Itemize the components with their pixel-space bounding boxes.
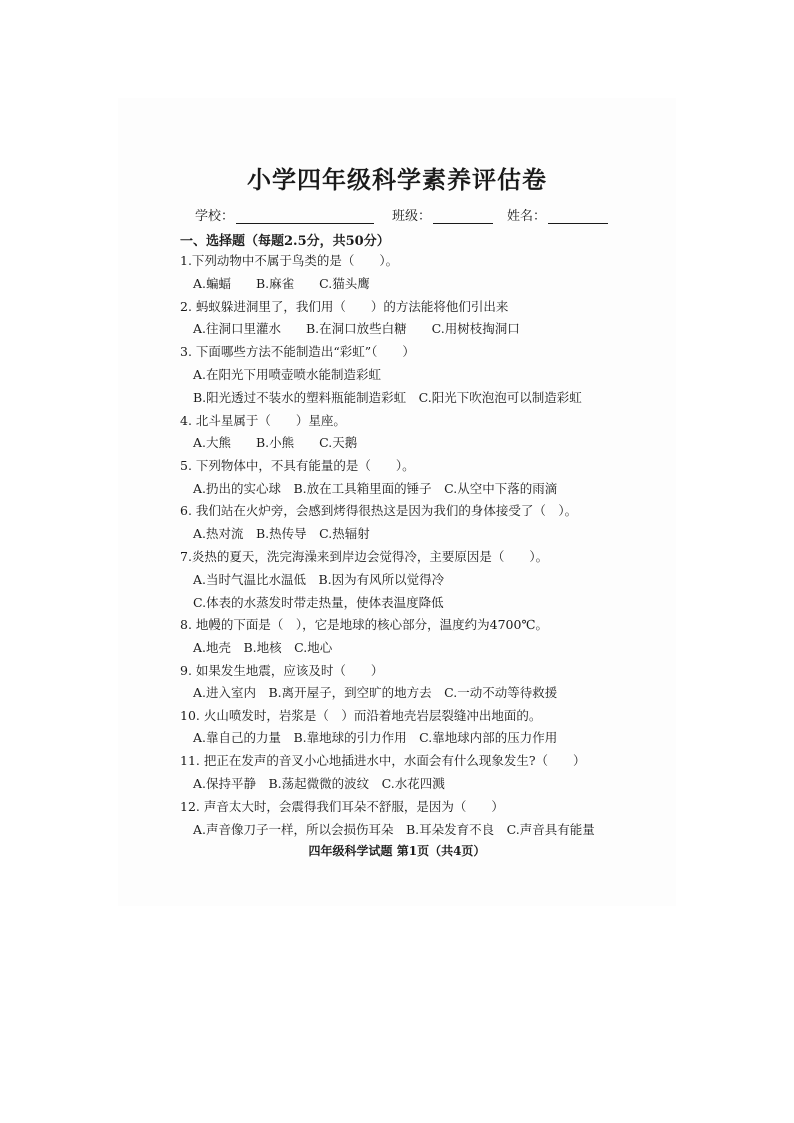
question-3-options-bc: B.阳光透过不装水的塑料瓶能制造彩虹 C.阳光下吹泡泡可以制造彩虹 [193, 390, 582, 405]
question-7: 7.炎热的夏天，洗完海澡来到岸边会觉得冷，主要原因是（ ）。 [180, 549, 549, 564]
page-footer: 四年级科学试题 第1页（共4页） [308, 844, 486, 858]
question-1: 1.下列动物中不属于鸟类的是（ ）。 [180, 253, 399, 268]
question-11: 11. 把正在发声的音叉小心地插进水中，水面会有什么现象发生?（ ） [180, 753, 586, 768]
question-9-options: A.进入室内 B.离开屋子，到空旷的地方去 C.一动不动等待救援 [193, 685, 558, 700]
student-info-row [195, 205, 608, 224]
question-2: 2. 蚂蚁躲进洞里了，我们用（ ）的方法能将他们引出来 [180, 299, 509, 314]
name-blank[interactable] [548, 211, 608, 224]
question-11-options: A.保持平静 B.荡起微微的波纹 C.水花四溅 [193, 776, 445, 791]
question-8: 8. 地幔的下面是（ ），它是地球的核心部分，温度约为4700℃。 [180, 617, 548, 632]
question-12: 12. 声音太大时，会震得我们耳朵不舒服，是因为（ ） [180, 799, 504, 814]
question-3-options-a: A.在阳光下用喷壶喷水能制造彩虹 [193, 367, 382, 382]
question-4: 4. 北斗星属于（ ）星座。 [180, 413, 346, 428]
school-blank[interactable] [236, 211, 374, 224]
question-10: 10. 火山喷发时，岩浆是（ ）而沿着地壳岩层裂缝冲出地面的。 [180, 708, 542, 723]
section-heading: 一、选择题（每题2.5分，共50分） [180, 234, 390, 249]
question-9: 9. 如果发生地震，应该及时（ ） [180, 663, 384, 678]
class-blank[interactable] [433, 211, 493, 224]
question-5: 5. 下列物体中，不具有能量的是（ ）。 [180, 458, 415, 473]
name-label: 姓名： [507, 209, 547, 224]
question-5-options: A.扔出的实心球 B.放在工具箱里面的锤子 C.从空中下落的雨滴 [193, 481, 558, 496]
exam-title: 小学四年级科学素养评估卷 [247, 165, 547, 194]
question-2-options: A.往洞口里灌水 B.在洞口放些白糖 C.用树枝掏洞口 [193, 321, 520, 336]
question-6-options: A.热对流 B.热传导 C.热辐射 [193, 526, 370, 541]
question-6: 6. 我们站在火炉旁，会感到烤得很热这是因为我们的身体接受了（ ）。 [180, 503, 578, 518]
question-3: 3. 下面哪些方法不能制造出“彩虹”（ ） [180, 344, 415, 359]
question-12-options: A.声音像刀子一样，所以会损伤耳朵 B.耳朵发育不良 C.声音具有能量 [193, 822, 595, 837]
question-10-options: A.靠自己的力量 B.靠地球的引力作用 C.靠地球内部的压力作用 [193, 730, 558, 745]
school-label: 学校： [195, 209, 235, 224]
class-label: 班级： [392, 209, 432, 224]
question-7-options-ab: A.当时气温比水温低 B.因为有风所以觉得冷 [193, 572, 445, 587]
question-4-options: A.大熊 B.小熊 C.天鹅 [193, 435, 358, 450]
question-1-options: A.蝙蝠 B.麻雀 C.猫头鹰 [193, 276, 370, 291]
question-7-options-c: C.体表的水蒸发时带走热量，使体表温度降低 [193, 595, 444, 610]
question-8-options: A.地壳 B.地核 C.地心 [193, 640, 333, 655]
